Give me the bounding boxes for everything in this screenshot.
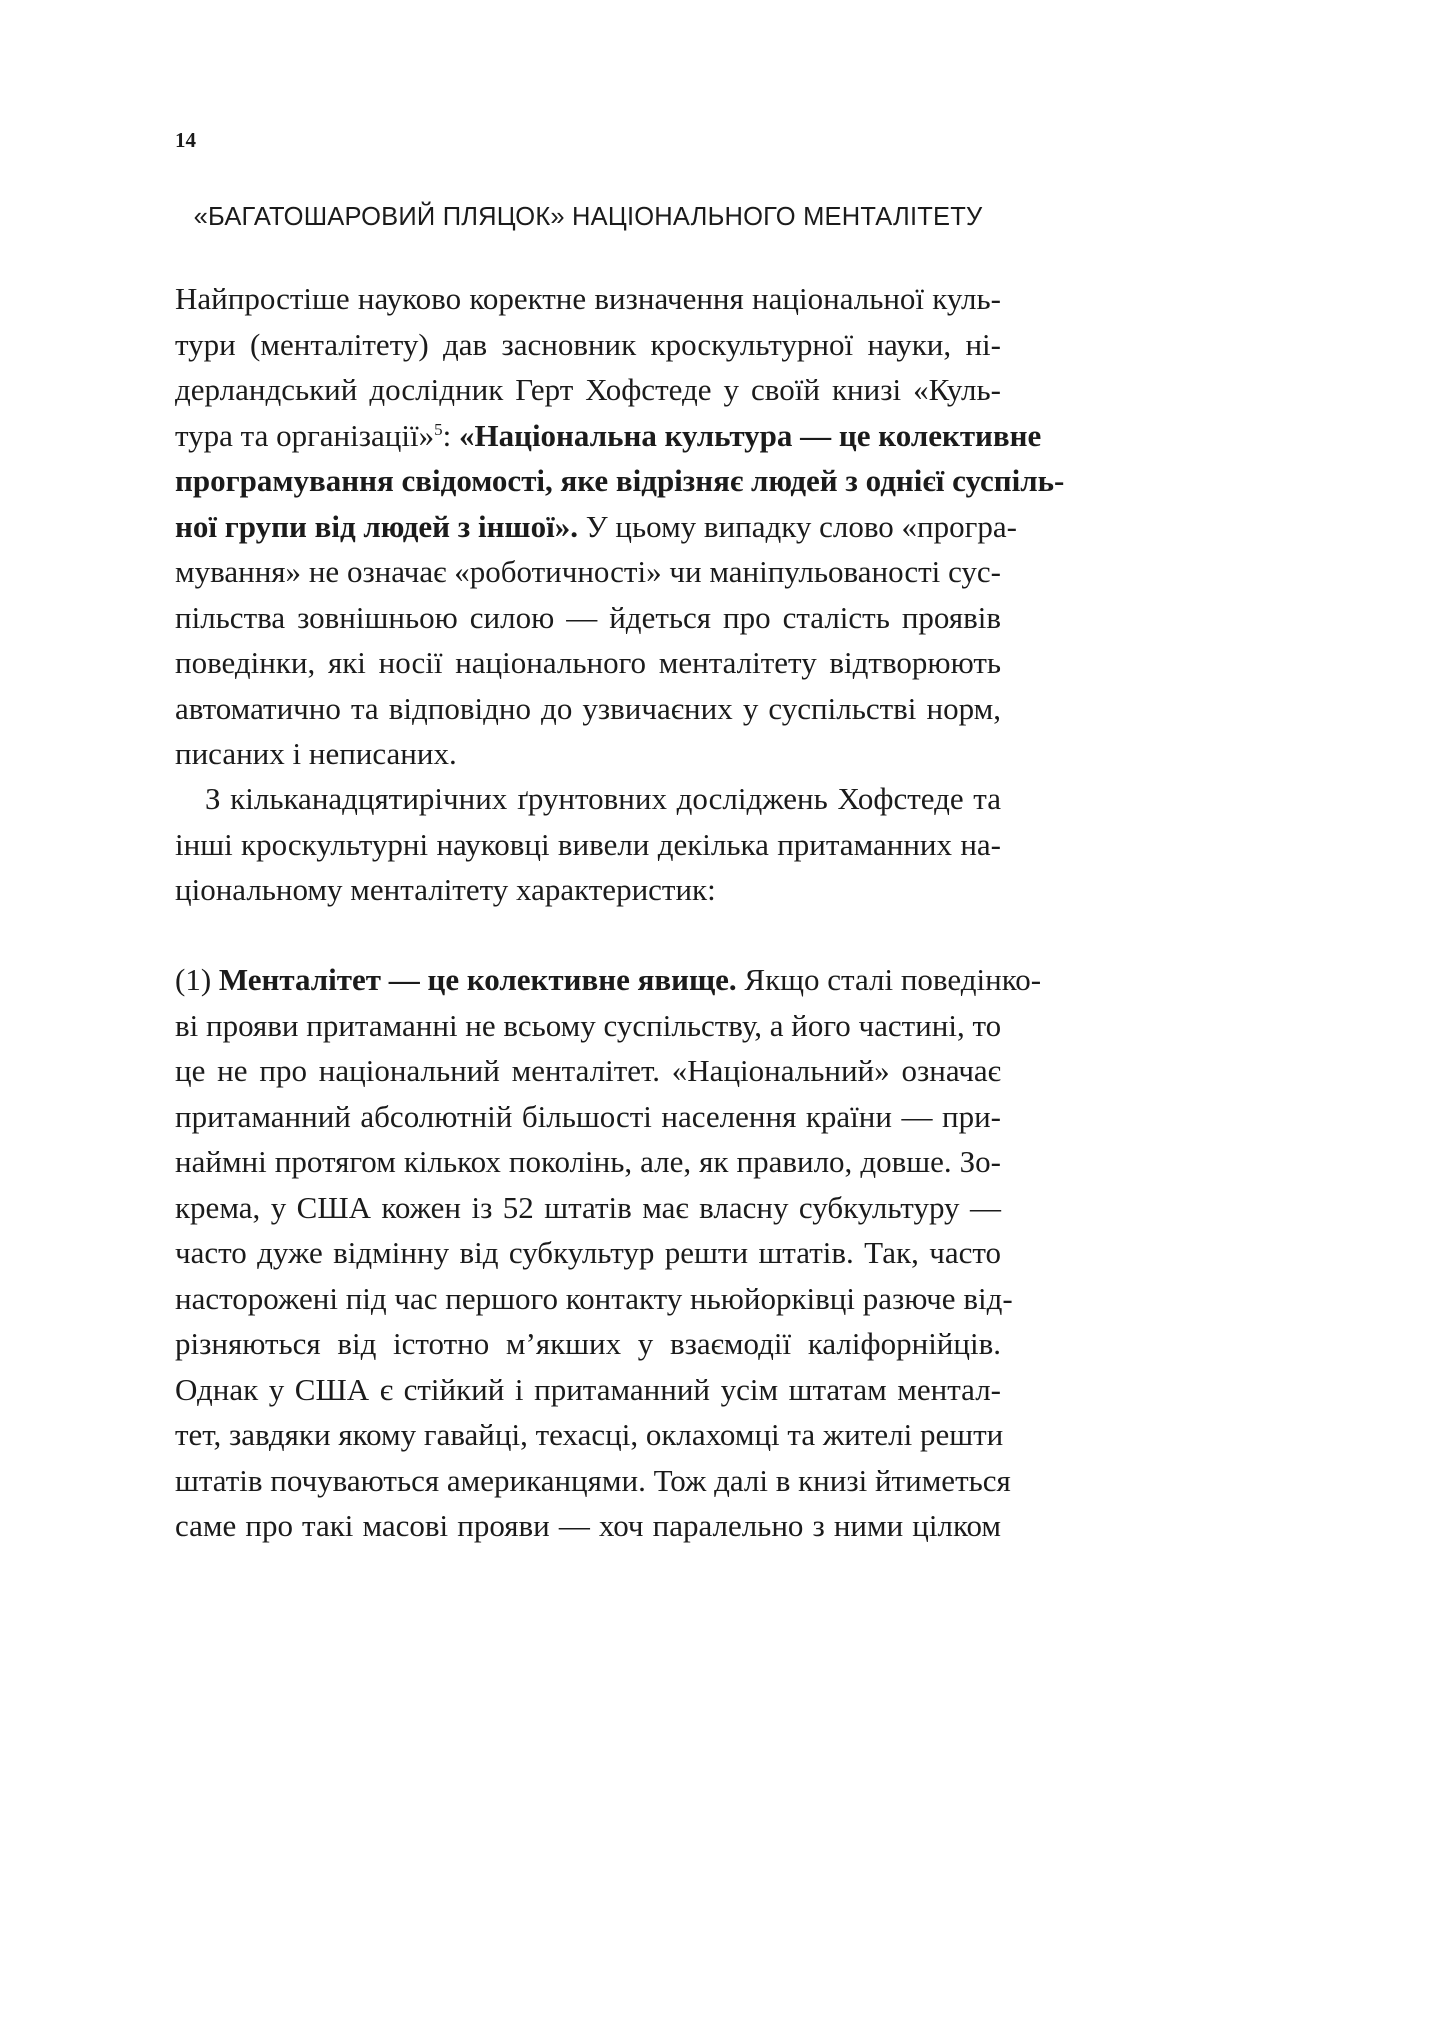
bold-quote: «Національна культура — це колективне	[458, 417, 1042, 453]
text-line: тет, завдяки якому гавайці, техасці, оклахомці та жителі решти	[175, 1417, 1004, 1452]
text-line: часто дуже відмінну від субкультур решти штатів. Так, часто	[175, 1235, 1001, 1270]
paragraph-definition	[175, 276, 1065, 777]
text-line: різняються від істотно м’якших у взаємодії каліфорнійців.	[175, 1326, 1001, 1361]
text-line: штатів почуваються американцями. Тож далі в книзі йтиметься	[175, 1462, 1011, 1498]
text-line: притаманний абсолютній більшості населення країни — при-	[175, 1098, 1001, 1134]
text-line: ві прояви притаманні не всьому суспільству, а його частині, то	[175, 1007, 1002, 1043]
bold-heading: Менталітет — це колективне явище.	[218, 962, 737, 997]
text-line: ної групи від людей з іншої». У цьому випадку слово «програ-	[175, 508, 1017, 544]
page-number: 14	[175, 128, 196, 152]
footnote-reference: 5	[434, 419, 443, 439]
text-line: інші кроскультурні науковці вивели декілька притаманних на-	[175, 826, 1001, 862]
text-line: З кільканадцятирічних ґрунтовних досліджень Хофстеде та	[205, 781, 1001, 816]
bold-quote: ної групи від людей з іншої».	[175, 508, 578, 544]
text-line: тури (менталітету) дав засновник кроскультурної науки, ні-	[175, 326, 1001, 362]
text-line: Найпростіше науково коректне визначення національної куль-	[175, 281, 1001, 316]
chapter-title: «БАГАТОШАРОВИЙ ПЛЯЦОК» НАЦІОНАЛЬНОГО МЕНТАЛІТЕТУ	[193, 203, 983, 231]
text-line: автоматично та відповідно до узвичаєних у суспільстві норм,	[175, 690, 1001, 726]
text-line: тура та організації»$^5$: «Національна культура — це колективне	[175, 417, 1042, 453]
paragraph-research	[175, 776, 1001, 913]
text-line: Однак у США є стійкий і притаманний усім штатам ментал-	[175, 1371, 1001, 1407]
text-line: крема, у США кожен із 52 штатів має власну субкультуру —	[175, 1189, 1001, 1225]
text-line: поведінки, які носії національного менталітету відтворюють	[175, 645, 1001, 680]
text-line: насторожені під час першого контакту ньюйорківці разюче від-	[175, 1280, 1013, 1316]
text-line: (1) Менталітет — це колективне явище. Якщо сталі поведінко-	[175, 962, 1042, 997]
text-line: мування» не означає «роботичності» чи маніпульованості сус-	[175, 554, 1001, 589]
text-line: програмування свідомості, яке відрізняє людей з однієї суспіль-	[175, 463, 1065, 498]
paragraph-collective-phenomenon	[175, 957, 1042, 1549]
text-line: ціональному менталітету характеристик:	[175, 872, 716, 907]
text-line: пільства зовнішньою силою — йдеться про сталість проявів	[175, 599, 1001, 635]
text-line: дерландський дослідник Герт Хофстеде у своїй книзі «Куль-	[175, 372, 1001, 407]
text-line: писаних і неписаних.	[175, 736, 457, 771]
text-line: саме про такі масові прояви — хоч паралельно з ними цілком	[175, 1508, 1001, 1543]
text-line: наймні протягом кількох поколінь, але, як правило, довше. Зо-	[175, 1144, 1001, 1179]
text-line: це не про національний менталітет. «Національний» означає	[175, 1053, 1001, 1088]
